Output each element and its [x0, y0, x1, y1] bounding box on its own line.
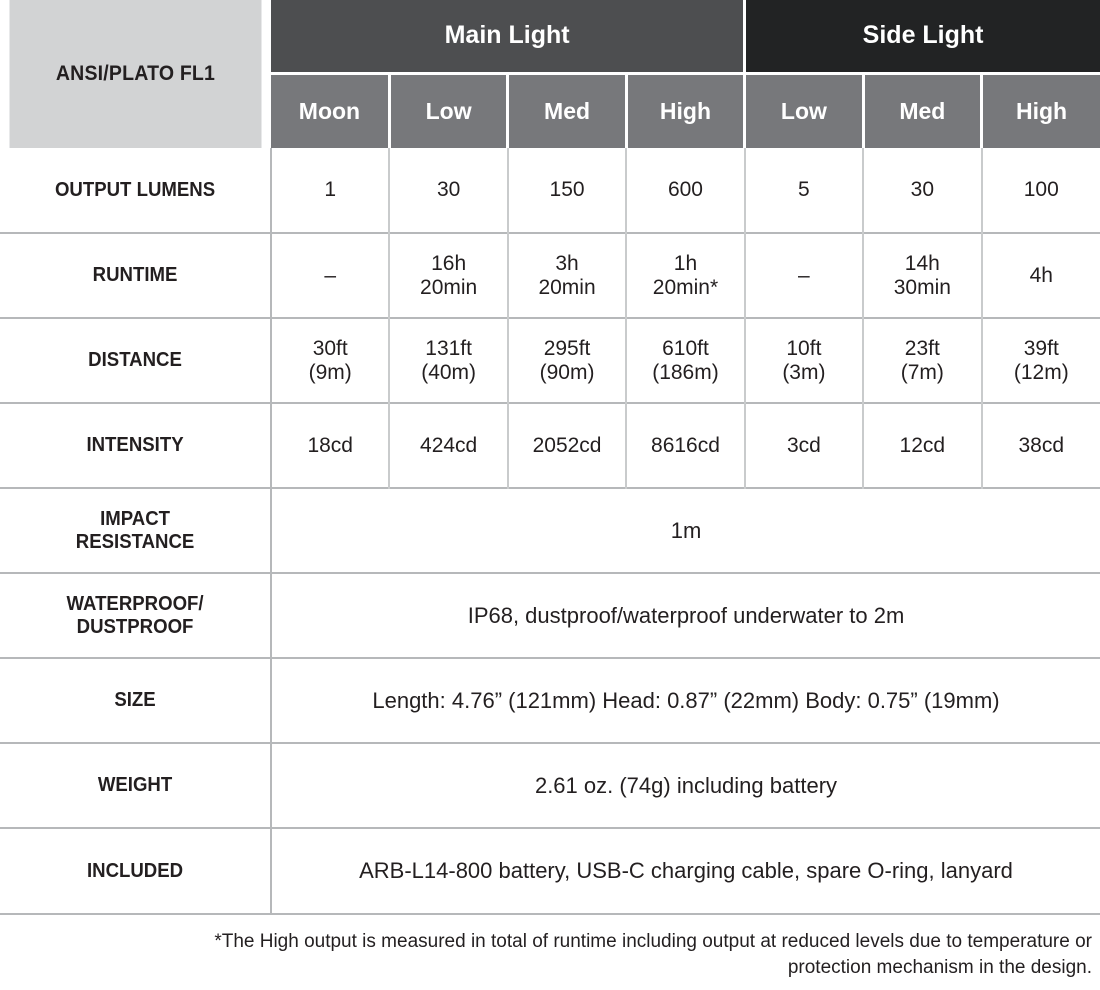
cell-runtime-main-high: 1h 20min*: [626, 233, 744, 318]
cell-waterproof-dustproof-value: IP68, dustproof/waterproof underwater to 2m: [271, 573, 1100, 658]
cell-distance-main-med: 295ft (90m): [508, 318, 626, 403]
table-row: [0, 233, 1100, 318]
cell-output-lumens-main-low: 30: [389, 148, 507, 233]
table-row: [0, 148, 1100, 233]
cell-distance-side-low: 10ft (3m): [745, 318, 863, 403]
group-header-side-light: Side Light: [745, 0, 1100, 73]
cell-runtime-side-high: 4h: [982, 233, 1100, 318]
column-header-main-moon: Moon: [271, 73, 389, 148]
group-header-main-light: Main Light: [271, 0, 745, 73]
cell-size-value: Length: 4.76” (121mm) Head: 0.87” (22mm) Body: 0.75” (19mm): [271, 658, 1100, 743]
cell-distance-main-moon: 30ft (9m): [271, 318, 389, 403]
row-label-weight: WEIGHT: [9, 743, 261, 828]
row-label-runtime: RUNTIME: [9, 233, 261, 318]
row-label-size: SIZE: [9, 658, 261, 743]
footnote-line-1: *The High output is measured in total of runtime including output at reduced levels due to temperature or: [214, 931, 1092, 952]
row-label-output-lumens: OUTPUT LUMENS: [9, 148, 261, 233]
cell-output-lumens-main-med: 150: [508, 148, 626, 233]
cell-runtime-main-med: 3h 20min: [508, 233, 626, 318]
table-row: [0, 573, 1100, 658]
cell-output-lumens-side-high: 100: [1023, 178, 1059, 202]
table-row: [0, 658, 1100, 743]
cell-runtime-side-med: 14h 30min: [863, 233, 981, 318]
row-label-included: INCLUDED: [9, 828, 261, 913]
footnote: [0, 913, 1100, 980]
cell-distance-side-med: 23ft (7m): [863, 318, 981, 403]
table-row: [0, 828, 1100, 913]
cell-intensity-main-med: 2052cd: [508, 403, 626, 488]
footnote-line-2: protection mechanism in the design.: [787, 956, 1092, 978]
cell-runtime-main-moon: –: [271, 233, 389, 318]
column-header-main-low: Low: [389, 73, 507, 148]
cell-included-value: ARB-L14-800 battery, USB-C charging cable, spare O-ring, lanyard: [271, 828, 1100, 913]
row-label-waterproof-dustproof: WATERPROOF/ DUSTPROOF: [9, 573, 261, 658]
table-row: [0, 743, 1100, 828]
cell-runtime-main-low: 16h 20min: [389, 233, 507, 318]
cell-distance-main-high: 610ft (186m): [626, 318, 744, 403]
column-header-side-med: Med: [863, 73, 981, 148]
cell-intensity-main-high: 8616cd: [626, 403, 744, 488]
cell-intensity-side-low: 3cd: [745, 403, 863, 488]
column-header-side-low: Low: [745, 73, 863, 148]
column-header-main-med: Med: [508, 73, 626, 148]
group-header-row: [0, 0, 1100, 73]
cell-output-lumens-side-med: 30: [863, 148, 981, 233]
standard-label-cell: ANSI/PLATO FL1: [9, 0, 261, 148]
row-label-intensity: INTENSITY: [9, 403, 261, 488]
table-row: [0, 403, 1100, 488]
cell-intensity-main-moon: 18cd: [271, 403, 389, 488]
cell-weight-value: 2.61 oz. (74g) including battery: [271, 743, 1100, 828]
cell-runtime-side-low: –: [745, 233, 863, 318]
row-label-distance: DISTANCE: [9, 318, 261, 403]
cell-output-lumens-main-moon: 1: [271, 148, 389, 233]
column-header-main-high: High: [626, 73, 744, 148]
row-label-impact-resistance: IMPACT RESISTANCE: [9, 488, 261, 573]
column-header-side-high: High: [982, 73, 1100, 148]
cell-output-lumens-side-low: 5: [745, 148, 863, 233]
cell-distance-main-low: 131ft (40m): [389, 318, 507, 403]
cell-intensity-side-high: 38cd: [982, 403, 1100, 488]
cell-impact-resistance-value: 1m: [271, 488, 1100, 573]
cell-distance-side-high: 39ft (12m): [982, 318, 1100, 403]
cell-output-lumens-main-high: 600: [626, 148, 744, 233]
cell-intensity-side-med: 12cd: [863, 403, 981, 488]
table-row: [0, 318, 1100, 403]
cell-intensity-main-low: 424cd: [389, 403, 507, 488]
table-row: [0, 488, 1100, 573]
